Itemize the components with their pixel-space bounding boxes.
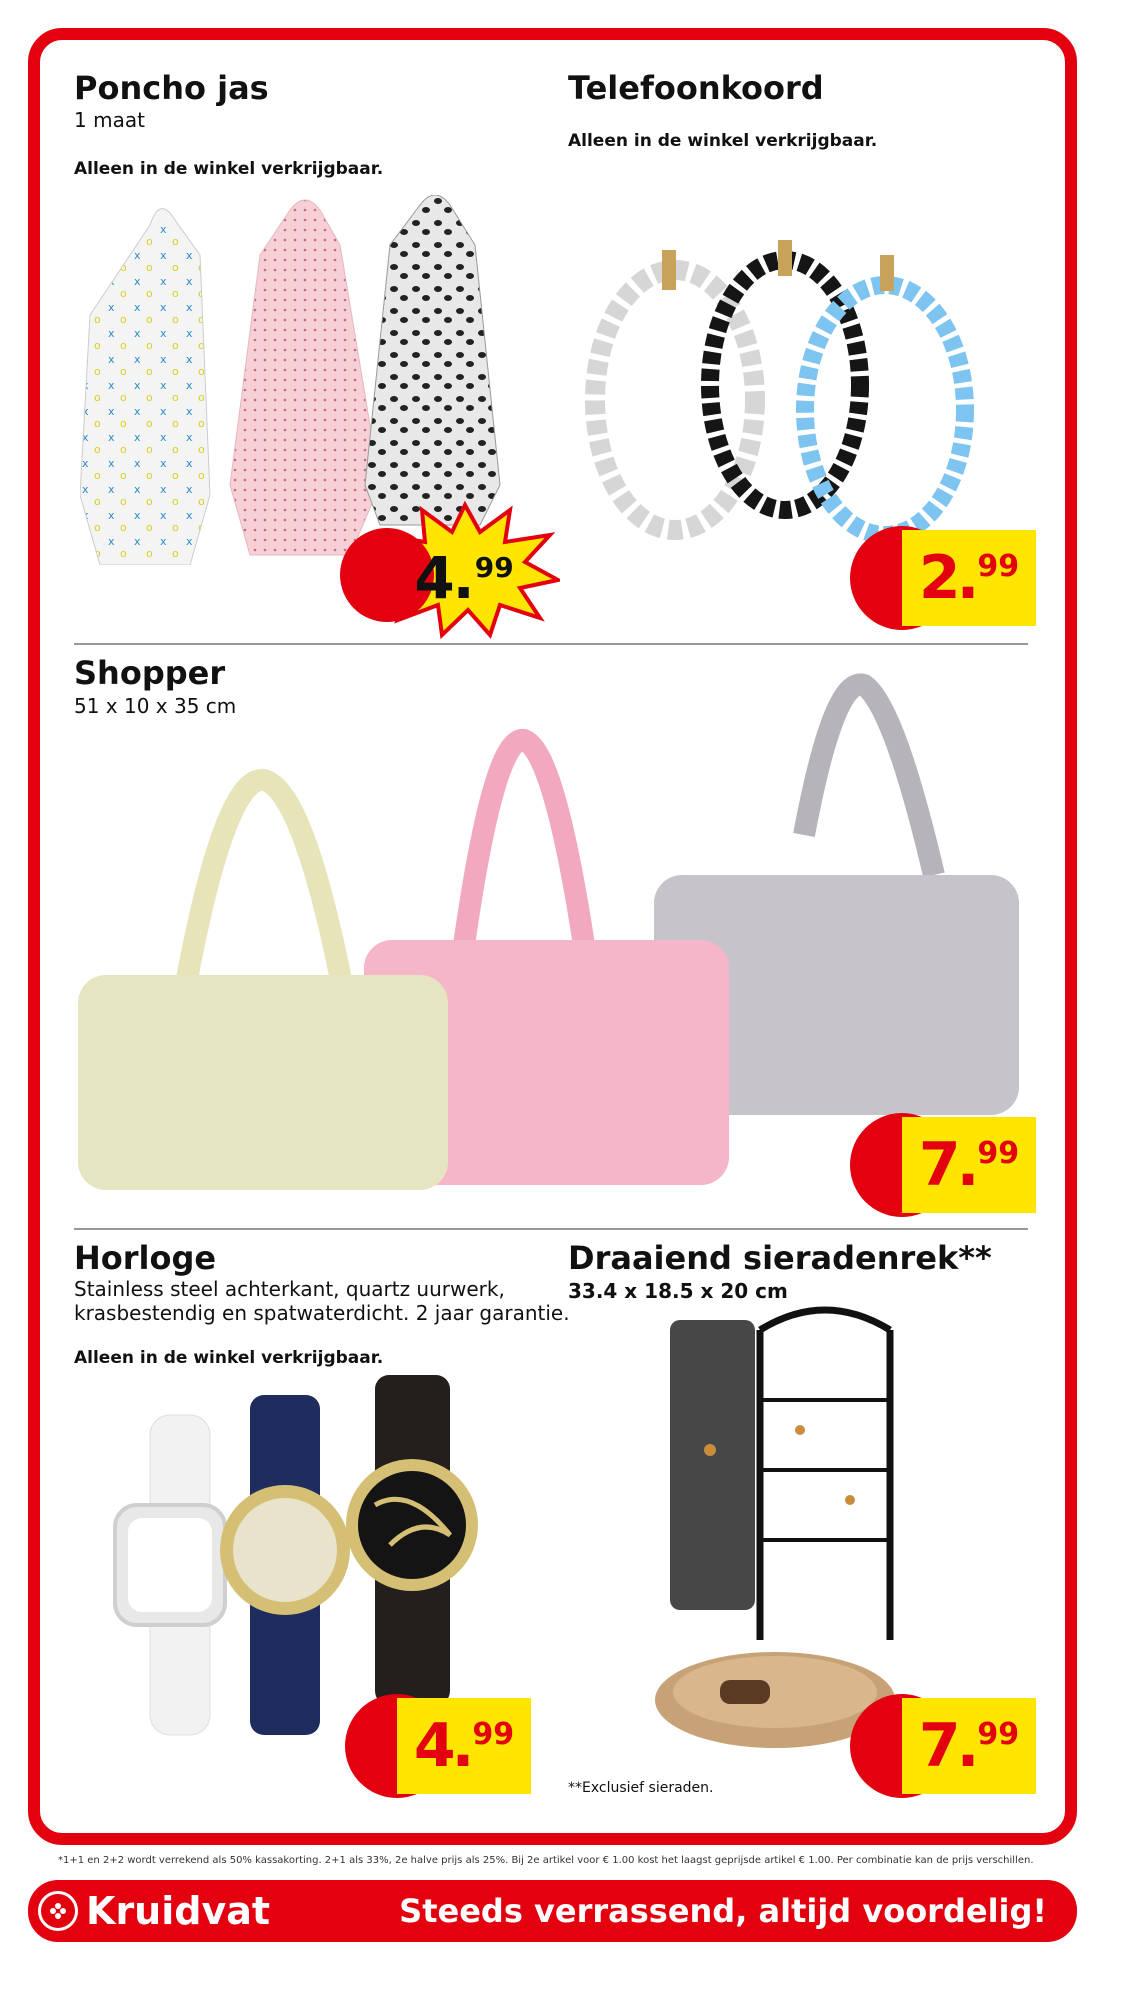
poncho-size: 1 maat bbox=[74, 108, 145, 132]
shopper-price-badge bbox=[850, 1117, 1036, 1213]
shopper-title: Shopper bbox=[74, 654, 226, 692]
shopper-price-cents: 99 bbox=[977, 1136, 1020, 1171]
telefoonkoord-price-badge bbox=[850, 530, 1036, 626]
poncho-title: Poncho jas bbox=[74, 69, 269, 107]
poncho-price-dot: . bbox=[452, 544, 475, 612]
sieradenrek-price bbox=[902, 1698, 1036, 1794]
horloge-price-int: 4 bbox=[413, 1711, 456, 1781]
horloge-price-cents: 99 bbox=[472, 1717, 515, 1752]
sieradenrek-image bbox=[650, 1300, 910, 1760]
footer-fine-print: *1+1 en 2+2 wordt verrekend als 50% kassakorting. 2+1 als 33%, 2e halve prijs als 25%. Bij 2e artikel voor € 1.00 kost het laagst geprijsde artikel € 1.00. Per combinatie kan de prijs verschillen. bbox=[58, 1855, 1034, 1866]
horloge-title: Horloge bbox=[74, 1239, 217, 1277]
divider bbox=[74, 1228, 1028, 1230]
shopper-price-dot: . bbox=[956, 1130, 980, 1200]
telefoonkoord-note: Alleen in de winkel verkrijgbaar. bbox=[568, 131, 878, 151]
telefoonkoord-title: Telefoonkoord bbox=[568, 69, 824, 107]
horloge-description-1: Stainless steel achterkant, quartz uurwerk, bbox=[74, 1277, 505, 1301]
brand-name: Kruidvat bbox=[86, 1889, 271, 1933]
poncho-note: Alleen in de winkel verkrijgbaar. bbox=[74, 159, 384, 179]
horloge-description-2: krasbestendig en spatwaterdicht. 2 jaar garantie. bbox=[74, 1301, 570, 1325]
poncho-price bbox=[394, 538, 534, 618]
poncho-price-int: 4 bbox=[414, 544, 455, 612]
footer-slogan: Steeds verrassend, altijd voordelig! bbox=[399, 1892, 1047, 1930]
telefoonkoord-price-cents: 99 bbox=[977, 549, 1020, 584]
sieradenrek-size: 33.4 x 18.5 x 20 cm bbox=[568, 1279, 788, 1303]
horloge-price-badge bbox=[345, 1698, 531, 1794]
kruidvat-logo-icon bbox=[38, 1891, 78, 1931]
sieradenrek-footnote: **Exclusief sieraden. bbox=[568, 1780, 714, 1796]
horloge-note: Alleen in de winkel verkrijgbaar. bbox=[74, 1348, 384, 1368]
poncho-price-cents: 99 bbox=[474, 551, 514, 584]
sieradenrek-title: Draaiend sieradenrek** bbox=[568, 1239, 992, 1277]
shopper-price bbox=[902, 1117, 1036, 1213]
horloge-price bbox=[397, 1698, 531, 1794]
sieradenrek-price-int: 7 bbox=[918, 1711, 961, 1781]
footer-bar bbox=[28, 1880, 1077, 1942]
horloge-image bbox=[100, 1375, 520, 1745]
telefoonkoord-price bbox=[902, 530, 1036, 626]
shopper-price-int: 7 bbox=[918, 1130, 961, 1200]
sieradenrek-price-cents: 99 bbox=[977, 1717, 1020, 1752]
telefoonkoord-price-dot: . bbox=[956, 543, 980, 613]
sieradenrek-price-dot: . bbox=[956, 1711, 980, 1781]
telefoonkoord-price-int: 2 bbox=[918, 543, 961, 613]
shopper-size: 51 x 10 x 35 cm bbox=[74, 694, 237, 718]
sieradenrek-price-badge bbox=[850, 1698, 1036, 1794]
horloge-price-dot: . bbox=[451, 1711, 475, 1781]
divider bbox=[74, 643, 1028, 645]
brand-logo[interactable] bbox=[38, 1888, 270, 1934]
telefoonkoord-image bbox=[580, 230, 1040, 570]
